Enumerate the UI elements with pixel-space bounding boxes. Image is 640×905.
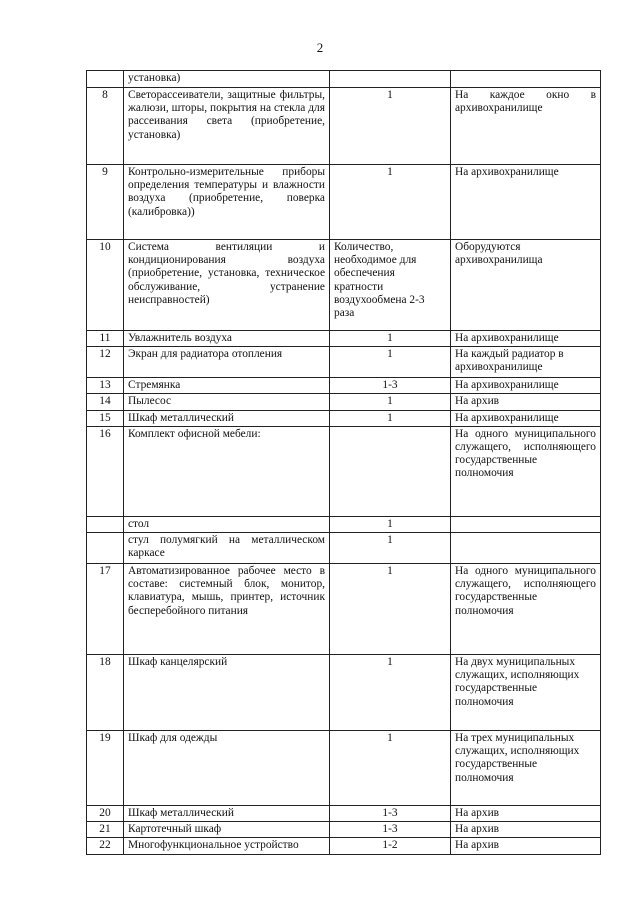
table-row [87, 378, 601, 394]
item-name: стул полумягкий на металлическом каркасе [124, 533, 330, 564]
item-name: Пылесос [124, 394, 330, 410]
table-row [87, 516, 601, 532]
table-row [87, 88, 601, 165]
item-quantity: 1 [330, 165, 451, 240]
item-name: установка) [124, 71, 330, 88]
item-note: На архивохранилище [451, 378, 601, 394]
table-row [87, 731, 601, 806]
item-name: Комплект офисной мебели: [124, 426, 330, 516]
item-note: На архивохранилище [451, 165, 601, 240]
item-quantity: 1 [330, 564, 451, 655]
item-name: Шкаф для одежды [124, 731, 330, 806]
row-number: 13 [87, 378, 124, 394]
item-note: На архив [451, 394, 601, 410]
page-number: 2 [316, 40, 324, 55]
row-number: 9 [87, 165, 124, 240]
item-note [451, 533, 601, 564]
item-name: Стремянка [124, 378, 330, 394]
table-row [87, 165, 601, 240]
item-note: На трех муниципальных служащих, исполняющих государственные полномочия [451, 731, 601, 806]
table-row [87, 655, 601, 731]
row-number: 17 [87, 564, 124, 655]
table-row [87, 394, 601, 410]
item-quantity: 1 [330, 394, 451, 410]
item-note: На архив [451, 838, 601, 854]
row-number: 11 [87, 331, 124, 347]
table-row [87, 331, 601, 347]
table-row [87, 347, 601, 378]
item-quantity: 1-3 [330, 806, 451, 822]
item-quantity: 1 [330, 410, 451, 426]
item-quantity: Количество, необходимое для обеспечения кратности воздухообмена 2-3 раза [330, 240, 451, 331]
item-note: На архивохранилище [451, 331, 601, 347]
item-name: Светорассеиватели, защитные фильтры, жалюзи, шторы, покрытия на стекла для рассеивания света (приобретение, установка) [124, 88, 330, 165]
item-note [451, 516, 601, 532]
item-note: На одного муниципального служащего, исполняющего государственные полномочия [451, 426, 601, 516]
item-note [451, 71, 601, 88]
row-number [87, 71, 124, 88]
row-number: 21 [87, 822, 124, 838]
item-name: Увлажнитель воздуха [124, 331, 330, 347]
row-number: 22 [87, 838, 124, 854]
row-number: 10 [87, 240, 124, 331]
item-name: Система вентиляции и кондиционирования воздуха (приобретение, установка, техническое обслуживание, устранение неисправностей) [124, 240, 330, 331]
item-note: На одного муниципального служащего, исполняющего государственные полномочия [451, 564, 601, 655]
row-number: 16 [87, 426, 124, 516]
equipment-table [86, 70, 601, 855]
item-note: На архив [451, 822, 601, 838]
item-quantity: 1-2 [330, 838, 451, 854]
item-name: Многофункциональное устройство [124, 838, 330, 854]
table-row [87, 426, 601, 516]
row-number: 20 [87, 806, 124, 822]
item-name: Шкаф металлический [124, 806, 330, 822]
table-row [87, 806, 601, 822]
item-name: Картотечный шкаф [124, 822, 330, 838]
item-name: Шкаф канцелярский [124, 655, 330, 731]
row-number: 18 [87, 655, 124, 731]
table-row [87, 838, 601, 854]
item-quantity: 1 [330, 516, 451, 532]
row-number [87, 533, 124, 564]
item-name: Шкаф металлический [124, 410, 330, 426]
item-quantity: 1 [330, 88, 451, 165]
item-name: стол [124, 516, 330, 532]
item-quantity: 1 [330, 533, 451, 564]
table-row [87, 240, 601, 331]
item-quantity: 1-3 [330, 822, 451, 838]
table-row [87, 564, 601, 655]
item-quantity [330, 71, 451, 88]
table-row [87, 533, 601, 564]
item-quantity: 1-3 [330, 378, 451, 394]
item-quantity: 1 [330, 331, 451, 347]
item-name: Контрольно-измерительные приборы определения температуры и влажности воздуха (приобретение, поверка (калибровка)) [124, 165, 330, 240]
item-note: Оборудуются архивохранилища [451, 240, 601, 331]
item-name: Экран для радиатора отопления [124, 347, 330, 378]
item-name: Автоматизированное рабочее место в составе: системный блок, монитор, клавиатура, мышь, принтер, источник бесперебойного питания [124, 564, 330, 655]
item-quantity: 1 [330, 347, 451, 378]
item-note: На архивохранилище [451, 410, 601, 426]
row-number: 8 [87, 88, 124, 165]
item-note: На двух муниципальных служащих, исполняющих государственные полномочия [451, 655, 601, 731]
table-row [87, 822, 601, 838]
row-number: 14 [87, 394, 124, 410]
row-number: 15 [87, 410, 124, 426]
row-number: 19 [87, 731, 124, 806]
table-row [87, 71, 601, 88]
item-note: На каждое окно в архивохранилище [451, 88, 601, 165]
item-quantity [330, 426, 451, 516]
row-number: 12 [87, 347, 124, 378]
row-number [87, 516, 124, 532]
item-quantity: 1 [330, 655, 451, 731]
item-note: На каждый радиатор в архивохранилище [451, 347, 601, 378]
table-row [87, 410, 601, 426]
item-quantity: 1 [330, 731, 451, 806]
item-note: На архив [451, 806, 601, 822]
